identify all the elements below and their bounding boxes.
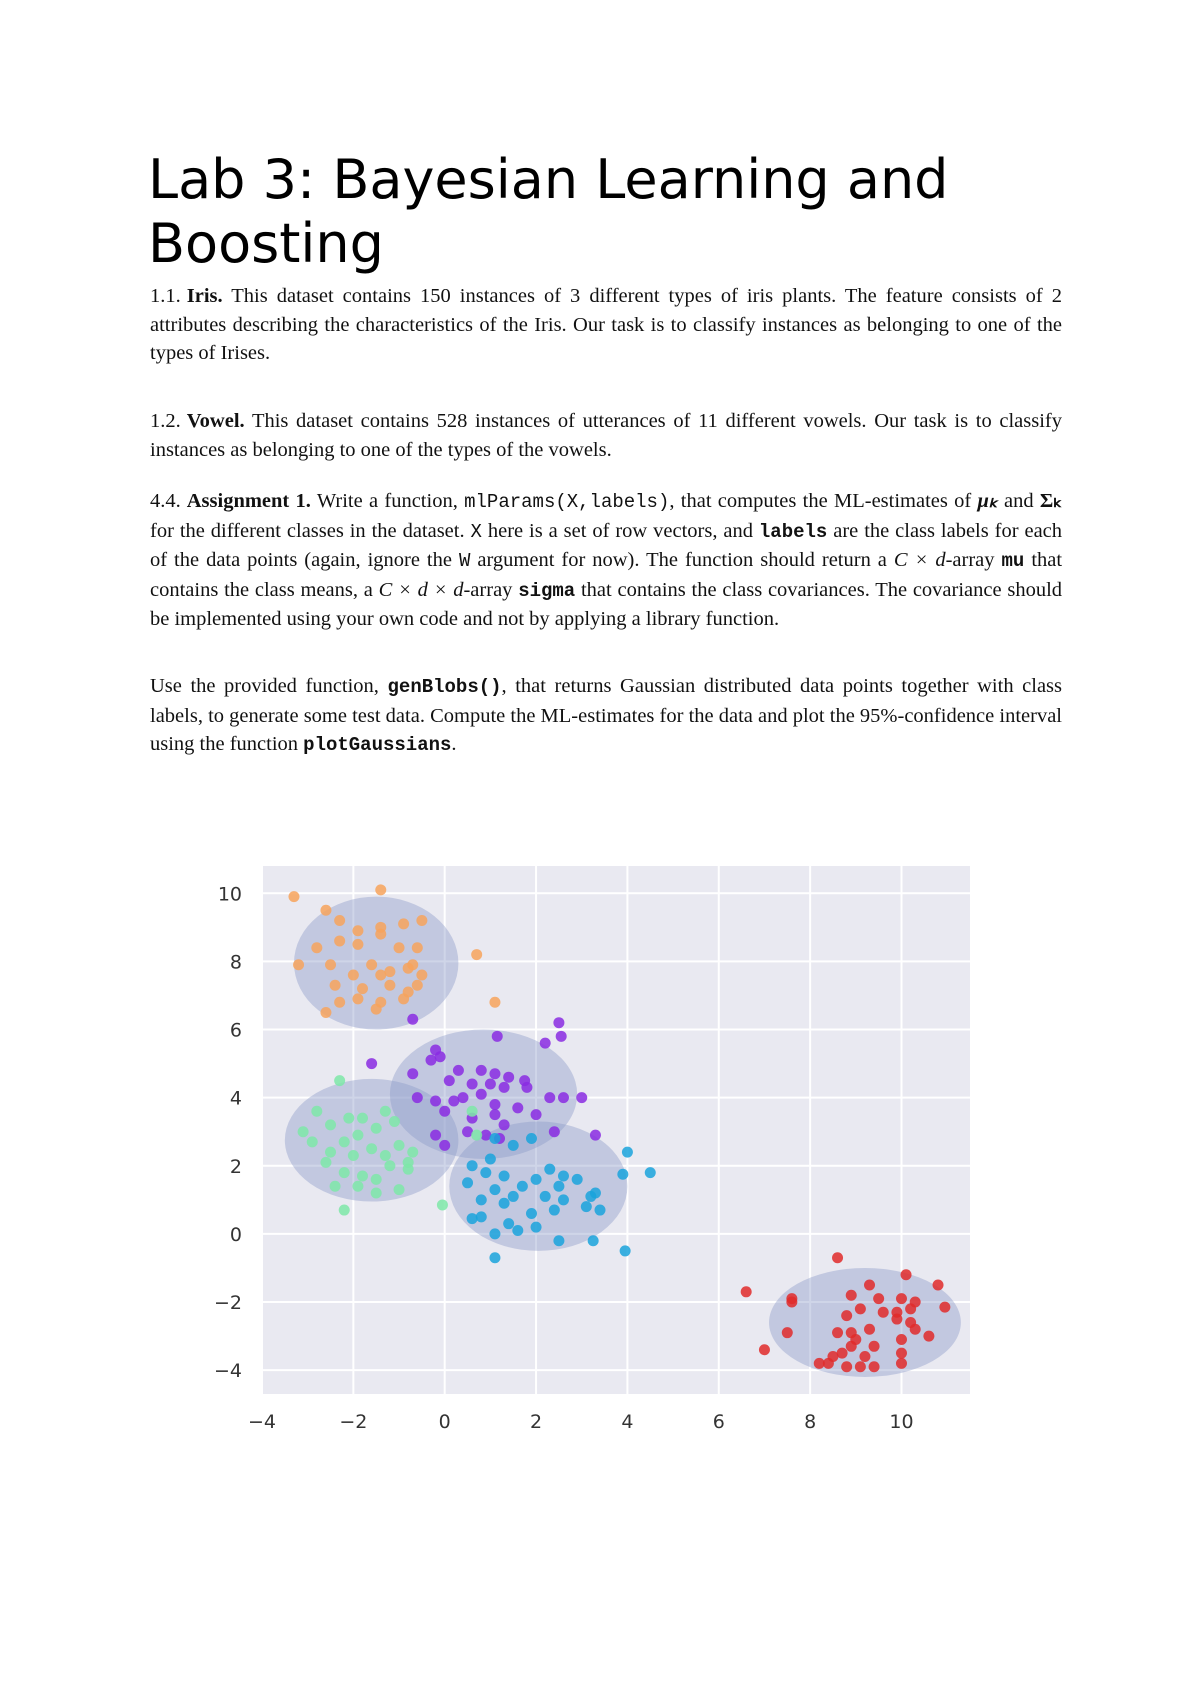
math-c-by-d: C × d [893, 549, 946, 571]
text-run: that contains the class means, a [150, 549, 1063, 601]
text-run: -array [463, 578, 513, 601]
data-point-orange [398, 993, 409, 1004]
x-tick-label: −2 [339, 1411, 368, 1433]
data-point-purple [556, 1031, 567, 1042]
data-point-green [325, 1119, 336, 1130]
data-point-blue [588, 1235, 599, 1246]
data-point-purple [485, 1079, 496, 1090]
data-point-green [471, 1130, 482, 1141]
code-w: W [458, 550, 471, 572]
data-point-green [352, 1130, 363, 1141]
data-point-red [901, 1269, 912, 1280]
data-point-green [384, 1160, 395, 1171]
y-tick-label: 2 [229, 1155, 242, 1178]
data-point-red [786, 1297, 797, 1308]
data-point-purple [439, 1106, 450, 1117]
data-point-red [841, 1361, 852, 1372]
data-point-orange [471, 949, 482, 960]
data-point-purple [499, 1119, 510, 1130]
data-point-purple [590, 1130, 601, 1141]
data-point-red [832, 1327, 843, 1338]
text-run: -array [945, 549, 995, 571]
data-point-purple [512, 1102, 523, 1113]
x-tick-label: 10 [889, 1411, 914, 1433]
x-tick-label: −4 [247, 1411, 277, 1433]
data-point-orange [407, 959, 418, 970]
data-point-blue [512, 1225, 523, 1236]
data-point-blue [499, 1198, 510, 1209]
data-point-blue [549, 1205, 560, 1216]
data-point-blue [476, 1194, 487, 1205]
data-point-orange [416, 970, 427, 981]
data-point-green [311, 1106, 322, 1117]
section-number: 1.1. [150, 285, 181, 307]
data-point-red [878, 1307, 889, 1318]
data-point-purple [531, 1109, 542, 1120]
data-point-green [371, 1188, 382, 1199]
data-point-blue [645, 1167, 656, 1178]
y-tick-label: 4 [229, 1087, 242, 1110]
data-point-green [307, 1136, 318, 1147]
data-point-blue [462, 1177, 473, 1188]
data-point-purple [426, 1055, 437, 1066]
data-point-green [320, 1157, 331, 1168]
data-point-red [905, 1303, 916, 1314]
data-point-green [339, 1167, 350, 1178]
x-tick-label: 4 [621, 1411, 634, 1433]
data-point-orange [384, 980, 395, 991]
data-point-red [823, 1358, 834, 1369]
data-point-red [782, 1327, 793, 1338]
data-point-blue [508, 1191, 519, 1202]
data-point-orange [330, 980, 341, 991]
data-point-red [846, 1290, 857, 1301]
data-point-blue [581, 1201, 592, 1212]
data-point-purple [489, 1099, 500, 1110]
data-point-blue [480, 1167, 491, 1178]
data-point-orange [375, 970, 386, 981]
data-point-green [325, 1147, 336, 1158]
data-point-red [741, 1286, 752, 1297]
data-point-purple [503, 1072, 514, 1083]
data-point-orange [489, 997, 500, 1008]
data-point-purple [407, 1068, 418, 1079]
data-point-red [873, 1293, 884, 1304]
data-point-orange [348, 970, 359, 981]
data-point-green [339, 1205, 350, 1216]
data-point-blue [553, 1181, 564, 1192]
data-point-purple [467, 1079, 478, 1090]
text-run: here is a set of row vectors, and [487, 519, 753, 542]
data-point-red [933, 1279, 944, 1290]
data-point-blue [489, 1184, 500, 1195]
data-point-orange [352, 939, 363, 950]
data-point-blue [508, 1140, 519, 1151]
data-point-orange [375, 884, 386, 895]
data-point-green [357, 1113, 368, 1124]
y-tick-label: −4 [213, 1360, 242, 1383]
data-point-green [348, 1150, 359, 1161]
data-point-red [891, 1314, 902, 1325]
data-point-orange [334, 915, 345, 926]
data-point-orange [320, 905, 331, 916]
code-sigma: sigma [518, 579, 576, 602]
data-point-purple [430, 1096, 441, 1107]
data-point-green [357, 1170, 368, 1181]
data-point-blue [544, 1164, 555, 1175]
code-labels: labels [758, 520, 828, 543]
data-point-blue [503, 1218, 514, 1229]
data-point-purple [476, 1089, 487, 1100]
data-point-green [371, 1123, 382, 1134]
data-point-blue [467, 1160, 478, 1171]
x-tick-label: 8 [804, 1411, 817, 1433]
data-point-red [841, 1310, 852, 1321]
data-point-blue [590, 1188, 601, 1199]
math-c-by-d-by-d: C × d × d [378, 578, 464, 601]
data-point-purple [489, 1068, 500, 1079]
section-text: This dataset contains 150 instances of 3 different types of iris plants. The feature consists of 2 attributes describing the characteristics of the Iris. Our task is to classify instances as belonging to one of the types of Irises. [150, 285, 1062, 364]
data-point-purple [544, 1092, 555, 1103]
data-point-blue [489, 1228, 500, 1239]
data-point-red [846, 1341, 857, 1352]
data-point-purple [558, 1092, 569, 1103]
data-point-purple [444, 1075, 455, 1086]
data-point-green [371, 1174, 382, 1185]
y-tick-label: 10 [217, 883, 242, 906]
data-point-blue [540, 1191, 551, 1202]
section-heading: Assignment 1. [186, 490, 311, 512]
text-run: and [1003, 490, 1034, 512]
data-point-purple [439, 1140, 450, 1151]
text-run: , that returns Gaussian distributed data points together with class labels, to generate some test data. Compute the ML-estimates for the data and plot the 95%-confidence interval using the function [150, 675, 1062, 755]
y-tick-label: 8 [229, 951, 242, 974]
data-point-blue [553, 1235, 564, 1246]
data-point-red [910, 1324, 921, 1335]
data-point-blue [558, 1194, 569, 1205]
y-tick-label: 0 [229, 1223, 242, 1246]
data-point-red [896, 1358, 907, 1369]
data-point-orange [334, 935, 345, 946]
data-point-purple [553, 1017, 564, 1028]
text-run: are the class labels for each of the data points (again, ignore the [150, 519, 1063, 571]
data-point-orange [352, 993, 363, 1004]
section-text: This dataset contains 528 instances of utterances of 11 different vowels. Our task is to classify instances as belonging to one of the types of the vowels. [150, 410, 1062, 461]
data-point-red [859, 1351, 870, 1362]
data-point-blue [467, 1213, 478, 1224]
data-point-purple [540, 1038, 551, 1049]
section-number: 1.2. [150, 410, 181, 432]
data-point-orange [371, 1004, 382, 1015]
data-point-blue [485, 1153, 496, 1164]
data-point-purple [521, 1082, 532, 1093]
data-point-blue [531, 1174, 542, 1185]
text-run: Write a function, [316, 490, 458, 512]
data-point-blue [489, 1252, 500, 1263]
data-point-green [339, 1136, 350, 1147]
data-point-purple [457, 1092, 468, 1103]
y-tick-label: 6 [229, 1019, 242, 1042]
data-point-blue [499, 1170, 510, 1181]
code-mlparams: mlParams(X,labels) [464, 491, 670, 513]
section-heading: Iris. [186, 285, 223, 307]
data-point-green [366, 1143, 377, 1154]
data-point-purple [412, 1092, 423, 1103]
data-point-purple [549, 1126, 560, 1137]
data-point-orange [352, 925, 363, 936]
data-point-red [896, 1334, 907, 1345]
data-point-blue [595, 1205, 606, 1216]
data-point-orange [412, 942, 423, 953]
data-point-green [334, 1075, 345, 1086]
page-title: Lab 3: Bayesian Learning and Boosting [148, 148, 949, 275]
text-run: for the different classes in the dataset. [150, 519, 465, 542]
data-point-green [394, 1184, 405, 1195]
data-point-purple [453, 1065, 464, 1076]
text-run: that contains the class covariances. The covariance should be implemented using your own code and not by applying a library function. [150, 578, 1063, 630]
code-mu: mu [1001, 550, 1025, 572]
data-point-red [869, 1341, 880, 1352]
x-tick-label: 0 [438, 1411, 451, 1433]
data-point-red [759, 1344, 770, 1355]
data-point-orange [375, 929, 386, 940]
data-point-blue [622, 1147, 633, 1158]
data-point-blue [617, 1169, 628, 1180]
data-point-orange [334, 997, 345, 1008]
code-x: X [470, 520, 482, 543]
data-point-green [343, 1113, 354, 1124]
data-point-purple [492, 1031, 503, 1042]
text-run: Use the provided function, [150, 675, 379, 697]
code-plotgaussians: plotGaussians [303, 734, 452, 756]
data-point-purple [499, 1082, 510, 1093]
data-point-green [380, 1150, 391, 1161]
data-point-red [896, 1348, 907, 1359]
data-point-blue [558, 1170, 569, 1181]
data-point-red [855, 1303, 866, 1314]
data-point-red [923, 1331, 934, 1342]
data-point-green [394, 1140, 405, 1151]
data-point-blue [531, 1222, 542, 1233]
data-point-green [467, 1106, 478, 1117]
data-point-orange [293, 959, 304, 970]
data-point-green [437, 1199, 448, 1210]
data-point-blue [517, 1181, 528, 1192]
data-point-red [864, 1279, 875, 1290]
data-point-blue [526, 1133, 537, 1144]
data-point-red [832, 1252, 843, 1263]
y-tick-label: −2 [213, 1292, 242, 1315]
data-point-red [855, 1361, 866, 1372]
data-point-orange [288, 891, 299, 902]
data-point-purple [576, 1092, 587, 1103]
data-point-red [864, 1324, 875, 1335]
text-run: argument for now). The function should return a [477, 549, 887, 571]
data-point-green [389, 1116, 400, 1127]
data-point-orange [357, 983, 368, 994]
data-point-green [403, 1157, 414, 1168]
data-point-green [407, 1147, 418, 1158]
data-point-red [869, 1361, 880, 1372]
section-number: 4.4. [150, 490, 181, 512]
data-point-purple [476, 1065, 487, 1076]
data-point-purple [430, 1130, 441, 1141]
code-genblobs: genBlobs() [387, 676, 502, 698]
text-run: . [451, 733, 457, 755]
data-point-purple [489, 1109, 500, 1120]
data-point-purple [366, 1058, 377, 1069]
math-sigma-k: Σₖ [1039, 490, 1063, 512]
data-point-green [330, 1181, 341, 1192]
data-point-blue [526, 1208, 537, 1219]
data-point-blue [489, 1133, 500, 1144]
data-point-orange [320, 1007, 331, 1018]
data-point-green [380, 1106, 391, 1117]
data-point-orange [416, 915, 427, 926]
data-point-blue [476, 1211, 487, 1222]
data-point-blue [572, 1174, 583, 1185]
data-point-orange [398, 918, 409, 929]
data-point-orange [412, 980, 423, 991]
section-heading: Vowel. [186, 410, 245, 432]
x-tick-label: 2 [530, 1411, 543, 1433]
data-point-red [896, 1293, 907, 1304]
data-point-purple [407, 1014, 418, 1025]
data-point-orange [311, 942, 322, 953]
data-point-blue [620, 1245, 631, 1256]
math-mu-k: μₖ [977, 490, 998, 512]
text-run: , that computes the ML-estimates of [669, 490, 972, 512]
data-point-orange [366, 959, 377, 970]
data-point-green [298, 1126, 309, 1137]
data-point-red [939, 1302, 950, 1313]
data-point-green [352, 1181, 363, 1192]
data-point-orange [325, 959, 336, 970]
x-tick-label: 6 [712, 1411, 725, 1433]
data-point-orange [394, 942, 405, 953]
